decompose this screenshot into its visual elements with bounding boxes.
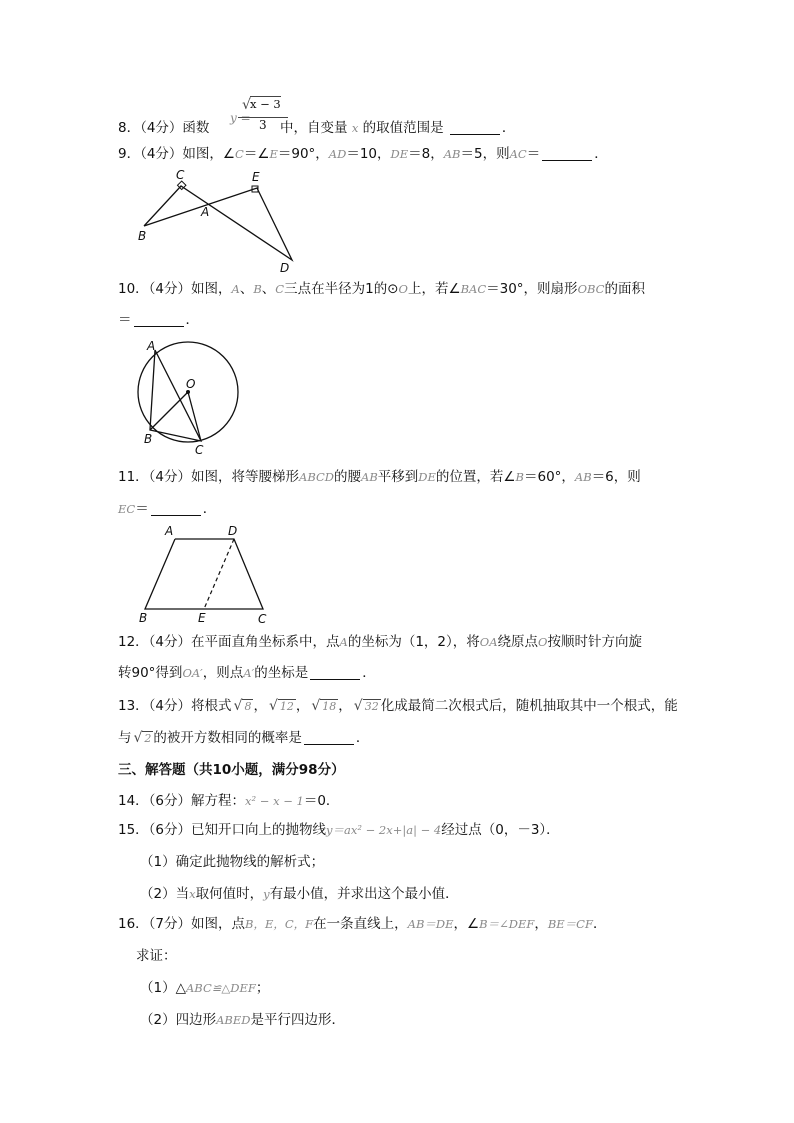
question-16-sub1: （1）△ABC≌△DEF； bbox=[140, 980, 270, 996]
label-e: E bbox=[252, 170, 260, 184]
label-d: D bbox=[228, 524, 238, 538]
prove-label: 求证： bbox=[136, 948, 177, 964]
answer-blank bbox=[310, 665, 360, 680]
question-13-line2: 与 √ 2 的被开方数相同的概率是 ． bbox=[118, 730, 370, 746]
question-10-line2: ＝ ． bbox=[118, 312, 199, 328]
radical-sign: √ bbox=[268, 698, 278, 714]
q9-figure bbox=[134, 166, 304, 276]
radius-ob bbox=[150, 392, 188, 430]
label-e: E bbox=[198, 611, 206, 625]
question-15: 15．（6分）已知开口向上的抛物线y＝ax² − 2x+|a| − 4经过点（0，－3）． bbox=[118, 822, 560, 838]
q10-figure bbox=[134, 337, 244, 462]
label-a: A bbox=[201, 205, 210, 219]
label-a: A bbox=[165, 524, 174, 538]
label-o: O bbox=[186, 377, 196, 391]
question-10-line1: 10．（4分）如图，A、B、C三点在半径为1的⊙O上，若∠BAC＝30°，则扇形OBC的面积 bbox=[118, 281, 645, 297]
q11-figure bbox=[134, 522, 284, 627]
question-12-line1: 12．（4分）在平面直角坐标系中，点A的坐标为（1，2），将OA绕原点O按顺时针方向旋 bbox=[118, 634, 642, 650]
question-11-line1: 11．（4分）如图，将等腰梯形ABCD的腰AB平移到DE的位置，若∠B＝60°，AB＝6，则 bbox=[118, 469, 641, 485]
question-15-sub2: （2）当x取何值时，y有最小值，并求出这个最小值． bbox=[140, 886, 459, 902]
question-16: 16．（7分）如图，点B，E，C，F在一条直线上，AB＝DE，∠B＝∠DEF，BE＝CF． bbox=[118, 916, 607, 932]
trapezoid-abcd bbox=[145, 539, 263, 609]
label-d: D bbox=[280, 261, 290, 275]
radical-sign: √ bbox=[242, 97, 251, 113]
question-13-line1: 13．（4分）将根式 √ 8 ， √ 12 ， √ 18 ， √ 32 化成最简二次根式后，随机抽取其中一个根式，能 bbox=[118, 698, 678, 714]
section-heading: 三、解答题（共10小题，满分98分） bbox=[118, 762, 345, 778]
question-16-sub2: （2）四边形ABED是平行四边形． bbox=[140, 1012, 345, 1028]
radical-sign: √ bbox=[233, 698, 243, 714]
triangle-abc bbox=[150, 350, 201, 441]
answer-blank bbox=[134, 312, 184, 327]
radical-sign: √ bbox=[353, 698, 363, 714]
question-9: 9．（4分）如图，∠C＝∠E＝90°，AD＝10，DE＝8，AB＝5，则AC＝ ． bbox=[118, 146, 608, 162]
radical-sign: √ bbox=[311, 698, 321, 714]
radius-oc bbox=[188, 392, 201, 441]
question-11-line2: EC＝ ． bbox=[118, 501, 217, 517]
label-b: B bbox=[138, 229, 147, 243]
label-c: C bbox=[258, 612, 267, 626]
radical-sign: √ bbox=[133, 730, 143, 746]
question-8: 8．（4分）函数 中，自变量 x 的取值范围是 ． bbox=[118, 120, 516, 136]
segment-de bbox=[204, 539, 234, 609]
question-14: 14．（6分）解方程：x² − x − 1＝0． bbox=[118, 793, 340, 809]
answer-blank bbox=[542, 146, 592, 161]
question-12-line2: 转90°得到OA′，则点A′的坐标是 ． bbox=[118, 665, 376, 681]
answer-blank bbox=[304, 730, 354, 745]
label-c: C bbox=[195, 443, 204, 457]
q9-triangles bbox=[144, 186, 292, 260]
label-c: C bbox=[176, 168, 185, 182]
answer-blank bbox=[151, 501, 201, 516]
answer-blank bbox=[450, 120, 500, 135]
label-a: A bbox=[147, 339, 156, 353]
label-b: B bbox=[139, 611, 148, 625]
question-15-sub1: （1）确定此抛物线的解析式； bbox=[140, 854, 325, 870]
label-b: B bbox=[144, 432, 153, 446]
